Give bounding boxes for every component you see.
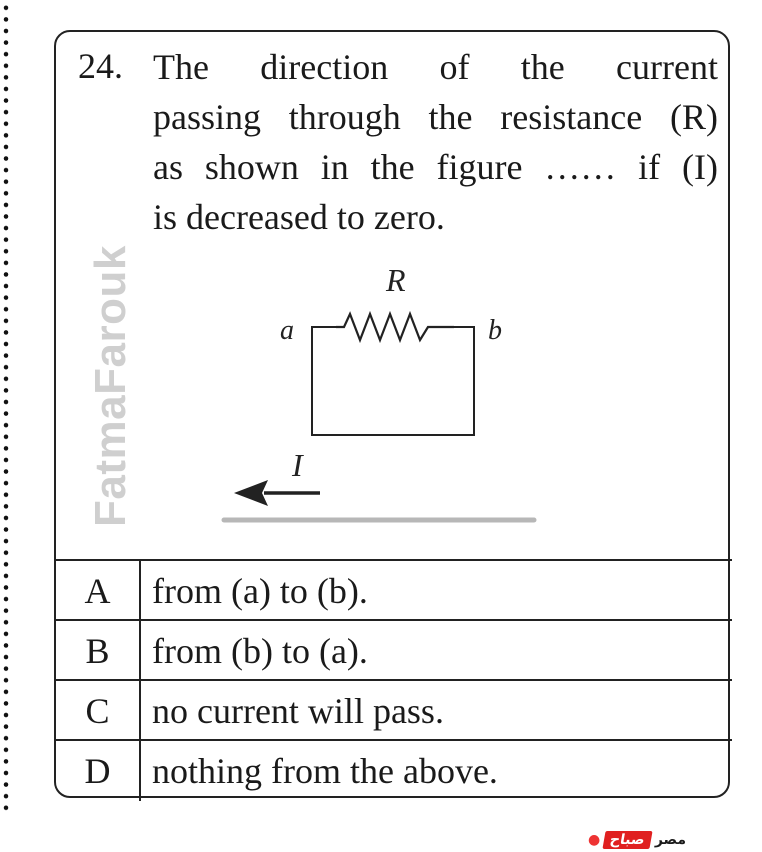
option-d[interactable]	[56, 741, 732, 801]
logo-dark-word: مصر	[654, 832, 686, 848]
point-b-label: b	[488, 315, 502, 346]
option-letter: A	[56, 561, 141, 619]
resistor-label: R	[386, 262, 406, 298]
question-line-3: as shown in the figure …… if (I)	[153, 147, 718, 187]
question-line-4: is decreased to zero.	[153, 197, 445, 237]
publisher-logo	[588, 828, 686, 852]
option-text: nothing from the above.	[152, 751, 498, 791]
question-line-1: The direction of the current	[153, 47, 718, 87]
arrow-left-icon	[234, 480, 320, 506]
watermark: FatmaFarouk	[86, 245, 135, 527]
option-letter: C	[56, 681, 141, 739]
binder-dots-border	[0, 0, 12, 812]
question-card	[54, 30, 730, 848]
resistor-symbol	[336, 314, 454, 340]
option-text: from (a) to (b).	[152, 571, 368, 611]
option-b[interactable]	[56, 621, 732, 681]
logo-mark-icon: ●	[588, 832, 601, 848]
option-letter: B	[56, 621, 141, 679]
point-a-label: a	[280, 315, 294, 346]
option-a[interactable]	[56, 561, 732, 621]
question-line-2: passing through the resistance (R)	[153, 97, 718, 137]
option-letter: D	[56, 741, 141, 801]
option-text: no current will pass.	[152, 691, 444, 731]
circuit-wire	[312, 327, 474, 435]
question-number: 24.	[78, 46, 123, 86]
options-table	[56, 559, 732, 848]
option-text: from (b) to (a).	[152, 631, 368, 671]
current-label: I	[292, 447, 303, 483]
logo-red-word: صباح	[603, 831, 653, 849]
